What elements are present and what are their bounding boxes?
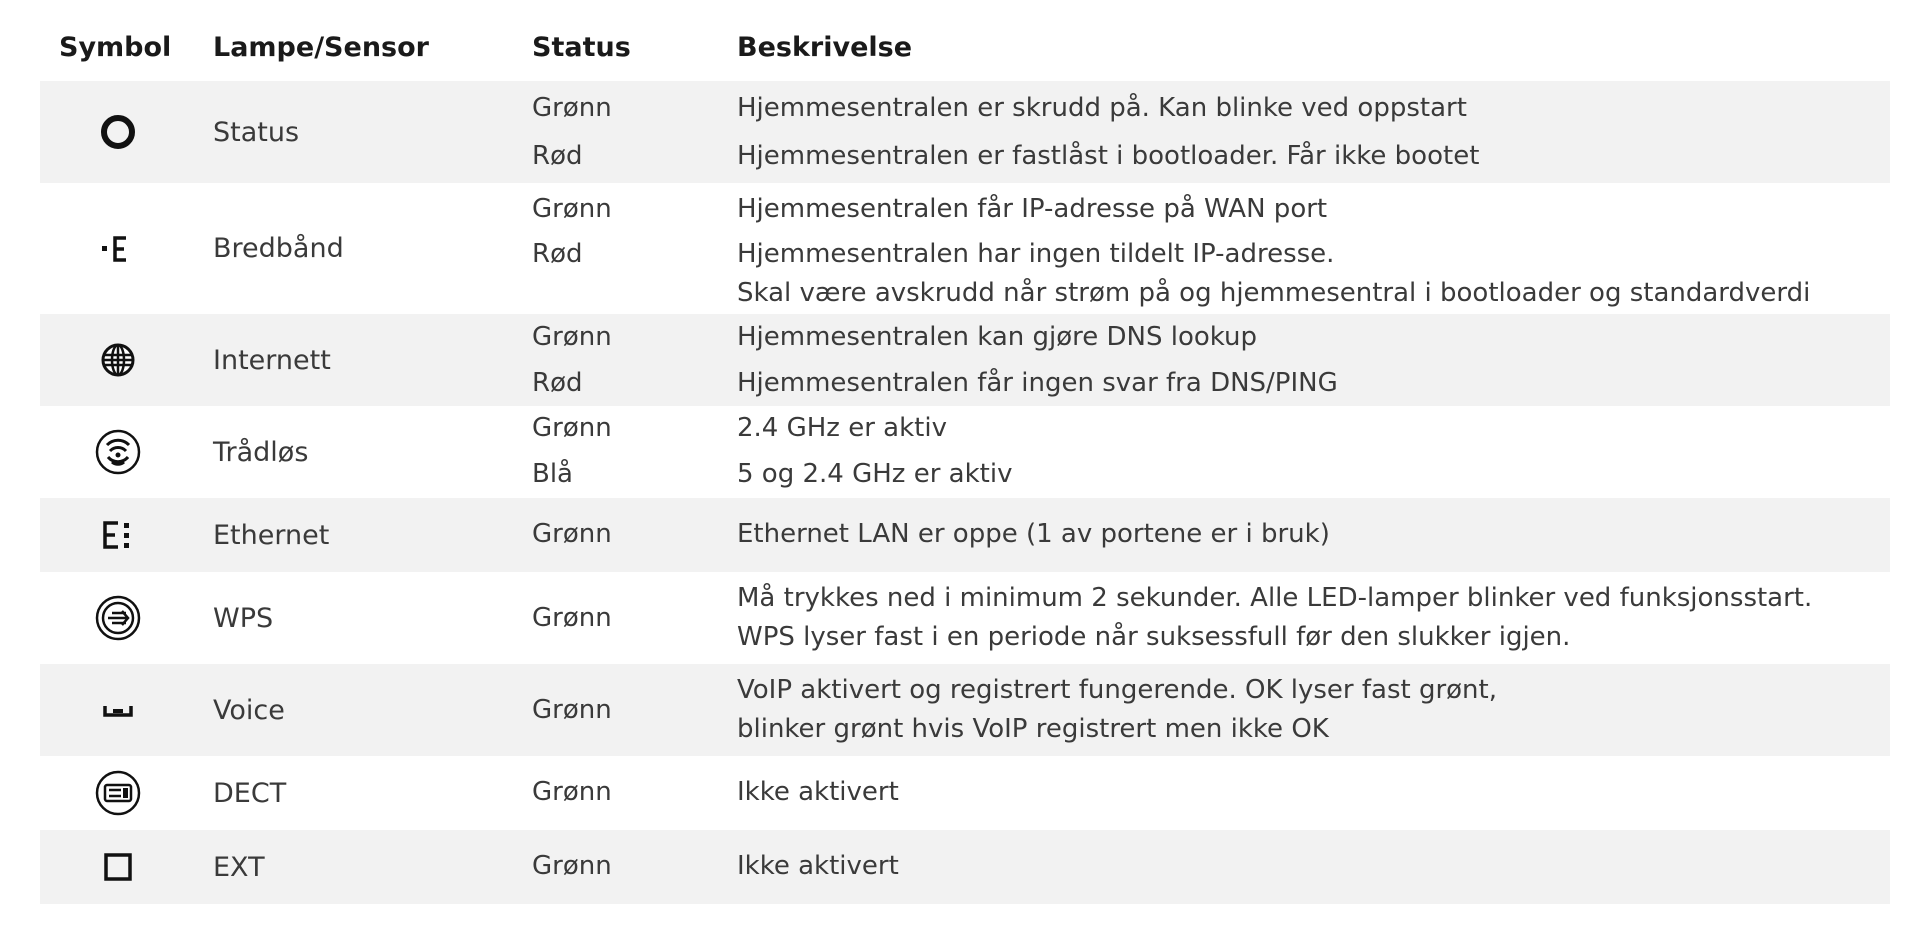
status-entry [532,86,1890,131]
square-icon [40,830,195,904]
description [737,579,1890,657]
status-entry [532,844,1890,888]
table-row [40,406,1890,498]
status-value: Grønn [532,412,612,443]
lamp-label: Ethernet [213,519,330,551]
status-entry [532,770,1890,814]
status-value: Grønn [532,518,612,549]
status-value: Grønn [532,321,612,352]
description [737,190,1890,229]
description [737,364,1890,403]
header-symbol: Symbol [59,32,172,63]
description [737,847,1890,886]
lamp-label: Voice [213,694,285,726]
table-row [40,314,1890,406]
status-entry [532,187,1890,232]
description-line: WPS lyser fast i en periode når suksessfull før den slukker igjen. [737,622,1571,652]
status-entry [532,316,1890,358]
lamp-label: Trådløs [213,436,309,468]
status-value: Grønn [532,602,612,633]
description [737,671,1890,749]
lamp-label: Bredbånd [213,233,344,264]
status-value: Grønn [532,694,612,725]
header-status: Status [532,32,631,63]
description-line: Hjemmesentralen er skrudd på. Kan blinke ved oppstart [737,93,1467,123]
lamp-label: Internett [213,344,331,376]
status-value: Rød [532,367,583,398]
header-lamp-sensor: Lampe/Sensor [213,32,429,63]
status-entry [532,452,1890,496]
status-value: Grønn [532,194,612,224]
lamp-label: EXT [213,851,265,883]
description [737,235,1890,313]
globe-icon [40,314,195,406]
status-entry [532,235,1890,313]
description-line: Skal være avskrudd når strøm på og hjemmesentral i bootloader og standardverdi [737,278,1811,308]
status-entry [532,578,1890,658]
table-row [40,756,1890,830]
description [737,89,1890,128]
dect-icon [40,756,195,830]
table-row [40,183,1890,314]
table-row [40,572,1890,664]
table-row [40,81,1890,183]
description-line: Må trykkes ned i minimum 2 sekunder. Alle LED-lamper blinker ved funksjonsstart. [737,583,1813,613]
description-line: Hjemmesentralen er fastlåst i bootloader. Får ikke bootet [737,141,1480,171]
description [737,455,1890,494]
description-line: VoIP aktivert og registrert fungerende. OK lyser fast grønt, [737,675,1497,705]
lamp-label: DECT [213,777,287,809]
description-line: Hjemmesentralen har ingen tildelt IP-adresse. [737,239,1335,269]
table-header [40,0,1890,81]
lamp-label: Status [213,116,300,148]
description [737,515,1890,554]
lamp-label: WPS [213,602,274,634]
description [737,773,1890,812]
status-value: Rød [532,141,583,171]
status-entry [532,362,1890,404]
ring-icon [40,81,195,183]
phone-icon [40,664,195,756]
broadband-icon [40,183,195,314]
status-value: Grønn [532,93,612,123]
table-row [40,664,1890,756]
ethernet-icon [40,498,195,572]
description-line: blinker grønt hvis VoIP registrert men ikke OK [737,714,1329,744]
status-entry [532,134,1890,179]
wireless-icon [40,406,195,498]
description [737,318,1890,357]
description-line: Ikke aktivert [737,850,899,881]
status-value: Rød [532,239,583,269]
description-line: 2.4 GHz er aktiv [737,412,947,443]
description [737,409,1890,448]
description-line: Hjemmesentralen kan gjøre DNS lookup [737,321,1258,352]
description-line: Ethernet LAN er oppe (1 av portene er i bruk) [737,518,1330,549]
status-value: Grønn [532,850,612,881]
description-line: Hjemmesentralen får ingen svar fra DNS/PING [737,367,1338,398]
description-line: Ikke aktivert [737,776,899,807]
wps-icon [40,572,195,664]
status-entry [532,670,1890,750]
description-line: 5 og 2.4 GHz er aktiv [737,458,1013,489]
led-table [40,0,1890,904]
status-value: Grønn [532,776,612,807]
status-value: Blå [532,458,573,489]
description-line: Hjemmesentralen får IP-adresse på WAN port [737,194,1328,224]
description [737,137,1890,176]
table-row [40,830,1890,904]
status-entry [532,512,1890,556]
status-entry [532,406,1890,450]
table-row [40,498,1890,572]
header-description: Beskrivelse [737,32,913,63]
